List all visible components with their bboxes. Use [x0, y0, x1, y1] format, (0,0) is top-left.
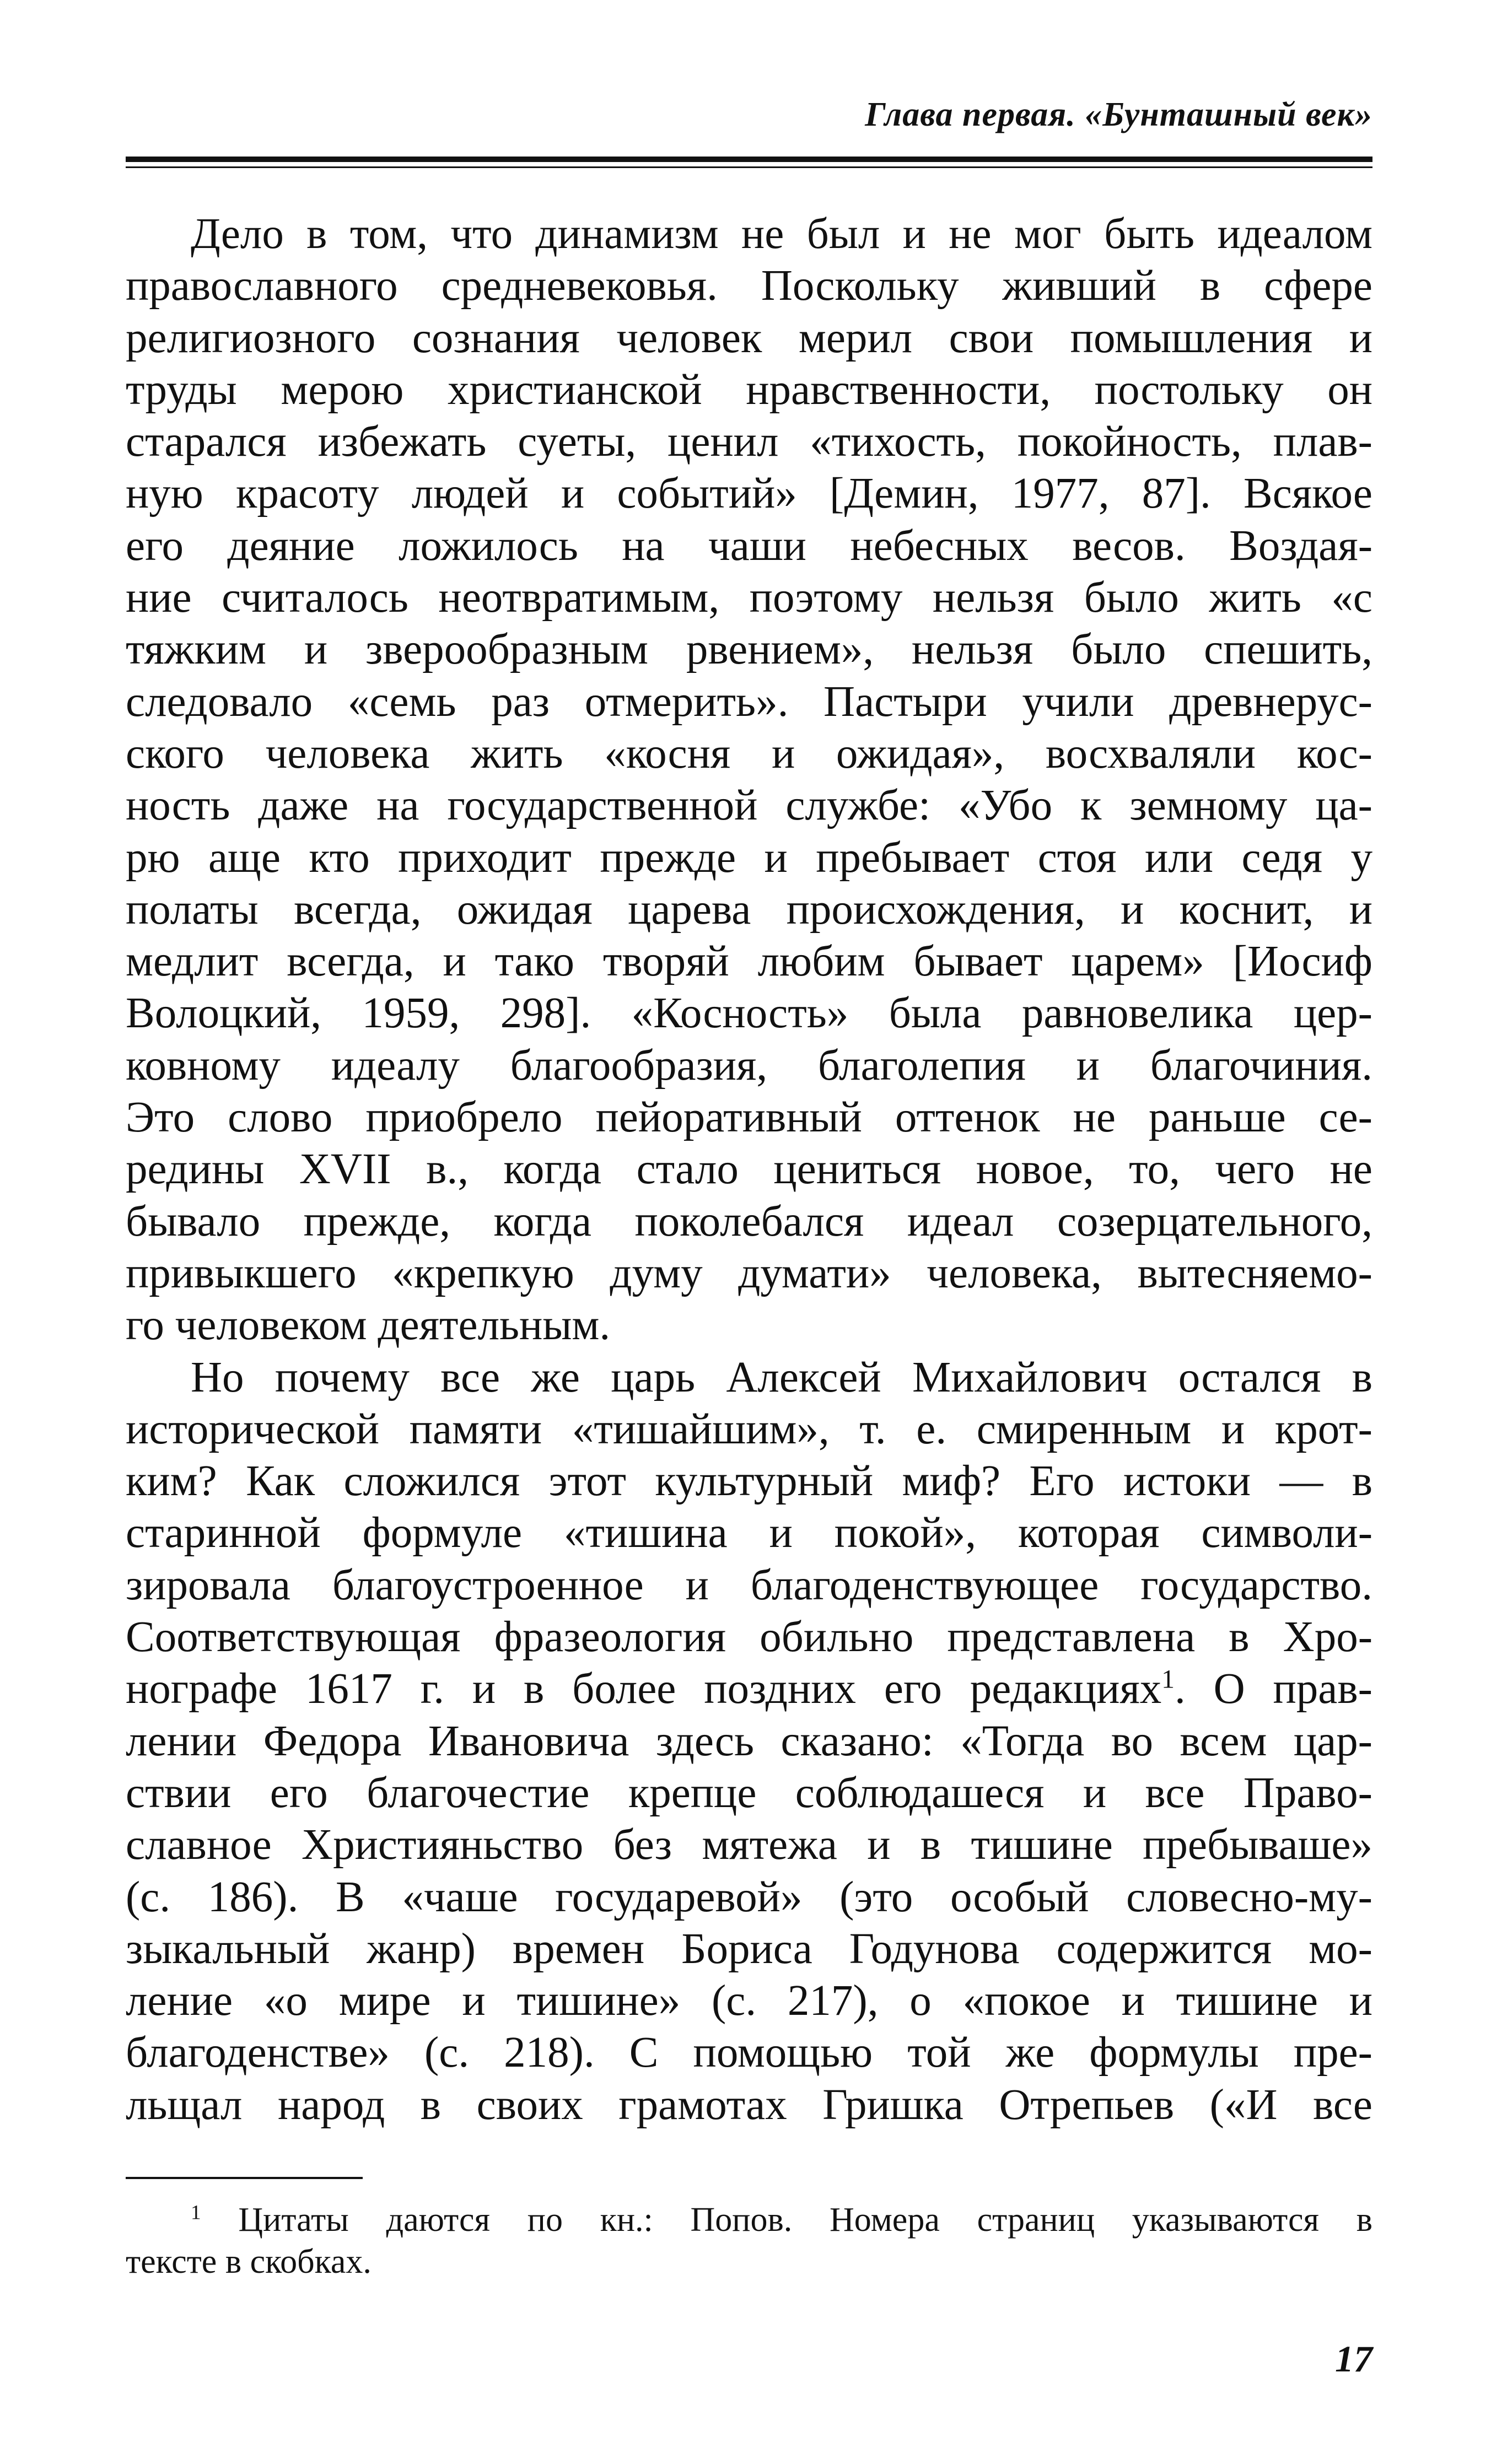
header-rule-thick — [126, 157, 1372, 162]
text-line: ление «о мире и тишине» (с. 217), о «покое и тишине и — [126, 1977, 1372, 2025]
text-line: ким? Как сложился этот культурный миф? Его истоки — в — [126, 1457, 1372, 1506]
text-line: ние считалось неотвратимым, поэтому нельзя было жить «с — [126, 574, 1372, 622]
text-line: бывало прежде, когда поколебался идеал созерцательного, — [126, 1197, 1372, 1246]
footnotes — [126, 2199, 1372, 2283]
text-line: ную красоту людей и событий» [Демин, 1977, 87]. Всякое — [126, 470, 1372, 518]
text-line: Дело в том, что динамизм не был и не мог быть идеалом — [191, 210, 1372, 258]
text-line: ского человека жить «косня и ожидая», восхваляли кос- — [126, 729, 1372, 778]
text-line: тяжким и зверообразным рвением», нельзя было спешить, — [126, 626, 1372, 674]
text-line: исторической памяти «тишайшим», т. е. смиренным и крот- — [126, 1405, 1372, 1453]
text-line: религиозного сознания человек мерил свои помышления и — [126, 314, 1372, 362]
text-line: редины XVII в., когда стало цениться новое, то, чего не — [126, 1145, 1372, 1194]
footnote-line — [126, 2199, 1372, 2241]
text-line: льщал народ в своих грамотах Гришка Отрепьев («И все — [126, 2080, 1372, 2129]
text-line: Это слово приобрело пейоративный оттенок не раньше се- — [126, 1093, 1372, 1142]
text-line: медлит всегда, и тако творяй любим бывает царем» [Иосиф — [126, 937, 1372, 986]
text-line: Волоцкий, 1959, 298]. «Косность» была равновелика цер- — [126, 989, 1372, 1038]
footnote-line: тексте в скобках. — [126, 2243, 372, 2280]
text-line: ность даже на государственной службе: «Убо к земному ца- — [126, 781, 1372, 830]
text-line-head: нографе 1617 г. и в более поздних его редакциях — [126, 1665, 1162, 1713]
footnote-marker: 1 — [191, 2201, 201, 2224]
footnote-rule — [126, 2177, 363, 2179]
text-line: полаты всегда, ожидая царева происхождения, и коснит, и — [126, 885, 1372, 934]
text-line-with-footnote-ref — [126, 1663, 1372, 1715]
text-line-tail: . О прав- — [1175, 1665, 1372, 1713]
page-number: 17 — [1335, 2338, 1372, 2380]
text-line: старинной формуле «тишина и покой», которая символи- — [126, 1509, 1372, 1557]
text-line: следовало «семь раз отмерить». Пастыри учили древнерус- — [126, 677, 1372, 726]
text-line: труды мерою христианской нравственности, постольку он — [126, 365, 1372, 414]
text-line: ствии его благочестие крепце соблюдашеся и все Право- — [126, 1769, 1372, 1817]
text-line: его деяние ложилось на чаши небесных весов. Воздая- — [126, 521, 1372, 570]
text-line: благоденстве» (с. 218). С помощью той же формулы пре- — [126, 2029, 1372, 2077]
footnote-text: Цитаты даются по кн.: Попов. Номера страниц указываются в — [238, 2201, 1373, 2239]
text-line: Но почему все же царь Алексей Михайлович остался в — [191, 1353, 1372, 1401]
body-text — [126, 208, 1372, 2131]
text-line: (с. 186). В «чаше государевой» (это особый словесно-му- — [126, 1873, 1372, 1921]
text-line: го человеком деятельным. — [126, 1301, 611, 1350]
text-line: ковному идеалу благообразия, благолепия и благочиния. — [126, 1041, 1372, 1090]
text-line: рю аще кто приходит прежде и пребывает стоя или седя у — [126, 833, 1372, 882]
text-line: привыкшего «крепкую думу думати» человека, вытесняемо- — [126, 1249, 1372, 1297]
footnote-ref[interactable]: 1 — [1161, 1665, 1175, 1694]
running-head: Глава первая. «Бунташный век» — [865, 96, 1372, 133]
text-line: Соответствующая фразеология обильно представлена в Хро- — [126, 1613, 1372, 1662]
text-line: лении Федора Ивановича здесь сказано: «Тогда во всем цар- — [126, 1717, 1372, 1765]
header-rule-thin — [126, 166, 1372, 168]
text-line: славное Християньство без мятежа и в тишине пребываше» — [126, 1821, 1372, 1869]
text-line: зыкальный жанр) времен Бориса Годунова содержится мо- — [126, 1924, 1372, 1973]
text-line: старался избежать суеты, ценил «тихость, покойность, плав- — [126, 418, 1372, 466]
text-line: православного средневековья. Поскольку живший в сфере — [126, 262, 1372, 310]
text-line: зировала благоустроенное и благоденствующее государство. — [126, 1561, 1372, 1609]
